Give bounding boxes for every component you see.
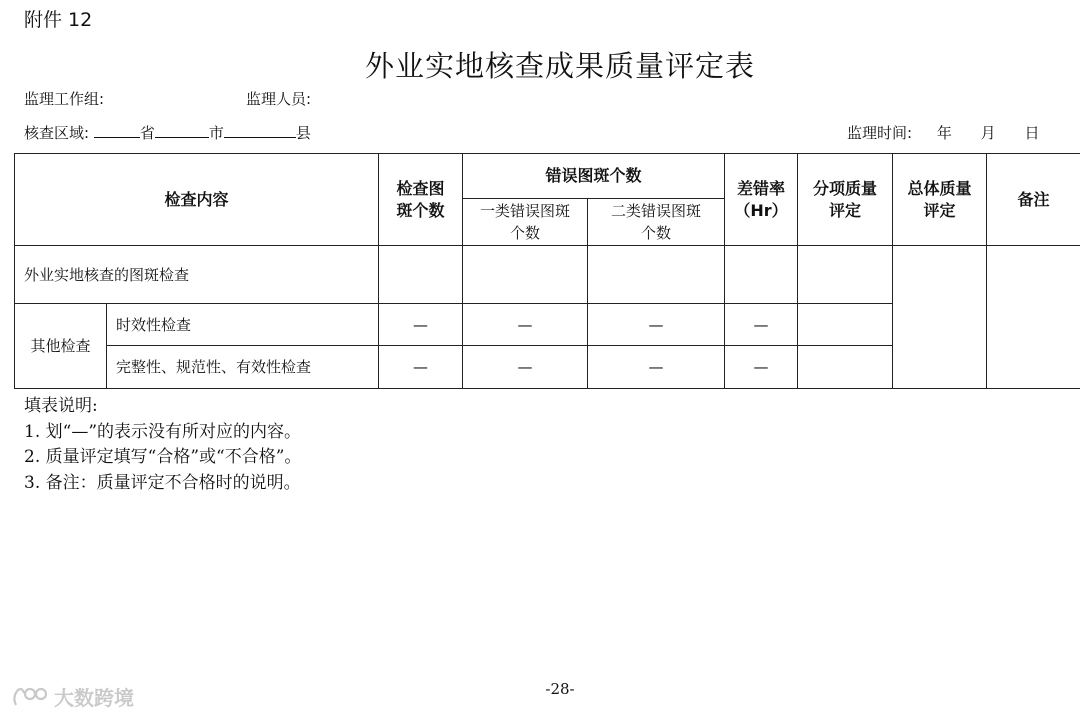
- header-type1-errors: [463, 199, 588, 246]
- cell-empty: [379, 246, 463, 304]
- header-type2-line2: 个数: [641, 224, 672, 242]
- instructions-heading: 填表说明:: [24, 396, 98, 416]
- cell-remarks-value: [987, 246, 1080, 389]
- row-completeness-check: 完整性、规范性、有效性检查: [107, 346, 379, 389]
- header-type1-line1: 一类错误图斑: [480, 202, 571, 220]
- header-total-quality-line2: 评定: [923, 200, 956, 220]
- header-type2-errors: [588, 199, 725, 246]
- cell-dash: —: [379, 304, 463, 346]
- header-check-count: [379, 154, 463, 246]
- header-error-count: 错误图斑个数: [463, 154, 725, 199]
- cell-dash: —: [463, 346, 588, 389]
- header-check-content: 检查内容: [15, 154, 379, 246]
- inspection-area-line: [24, 122, 311, 143]
- cell-dash: —: [379, 346, 463, 389]
- cell-empty: [725, 246, 798, 304]
- supervision-time-label: 监理时间:: [847, 124, 913, 142]
- header-error-rate-line2: （Hr）: [734, 200, 788, 220]
- instruction-item: 3. 备注：质量评定不合格时的说明。: [24, 472, 301, 493]
- day-label: 日: [1024, 124, 1040, 142]
- row-group-other-checks: 其他检查: [15, 304, 107, 389]
- header-error-rate-line1: 差错率: [737, 178, 786, 198]
- province-label: 省: [139, 124, 155, 142]
- cell-empty: [798, 346, 893, 389]
- cell-empty: [588, 246, 725, 304]
- page-number: -28-: [545, 680, 575, 698]
- header-check-count-line1: 检查图: [396, 178, 445, 198]
- watermark-text: 大数跨境: [54, 686, 134, 710]
- header-check-count-line2: 斑个数: [396, 200, 445, 220]
- cell-empty: [463, 246, 588, 304]
- instruction-item: 2. 质量评定填写“合格”或“不合格”。: [24, 447, 302, 467]
- cell-dash: —: [588, 304, 725, 346]
- supervision-group-label: 监理工作组:: [24, 90, 105, 108]
- cell-dash: —: [725, 304, 798, 346]
- province-blank: [94, 122, 140, 138]
- header-total-quality-line1: 总体质量: [907, 178, 972, 198]
- city-label: 市: [208, 124, 224, 142]
- inspection-area-label: 核查区域:: [24, 124, 90, 142]
- cell-dash: —: [463, 304, 588, 346]
- supervision-staff-label: 监理人员:: [246, 90, 312, 108]
- header-type2-line1: 二类错误图斑: [611, 202, 702, 220]
- county-label: 县: [295, 124, 311, 142]
- year-label: 年: [936, 124, 952, 142]
- header-error-rate: [725, 154, 798, 246]
- county-blank: [224, 122, 296, 138]
- watermark: [10, 682, 134, 711]
- cell-empty: [798, 246, 893, 304]
- document-title: 外业实地核查成果质量评定表: [364, 49, 755, 83]
- quality-assessment-table: [14, 153, 1080, 389]
- cell-dash: —: [588, 346, 725, 389]
- cell-total-quality-value: [893, 246, 987, 389]
- city-blank: [155, 122, 209, 138]
- cell-empty: [798, 304, 893, 346]
- month-label: 月: [980, 124, 996, 142]
- row-field-patch-check: 外业实地核查的图斑检查: [15, 246, 379, 304]
- header-total-quality: [893, 154, 987, 246]
- supervision-time-line: [847, 122, 1039, 143]
- watermark-logo-icon: [10, 685, 50, 709]
- cell-dash: —: [725, 346, 798, 389]
- filling-instructions: [24, 394, 301, 496]
- instruction-item: 1. 划“—”的表示没有所对应的内容。: [24, 421, 302, 442]
- header-item-quality: [798, 154, 893, 246]
- header-item-quality-line1: 分项质量: [813, 178, 878, 198]
- row-timeliness-check: 时效性检查: [107, 304, 379, 346]
- header-remarks: 备注: [987, 154, 1080, 246]
- header-type1-line2: 个数: [510, 224, 541, 242]
- annex-label: 附件 12: [24, 9, 93, 31]
- header-item-quality-line2: 评定: [829, 200, 862, 220]
